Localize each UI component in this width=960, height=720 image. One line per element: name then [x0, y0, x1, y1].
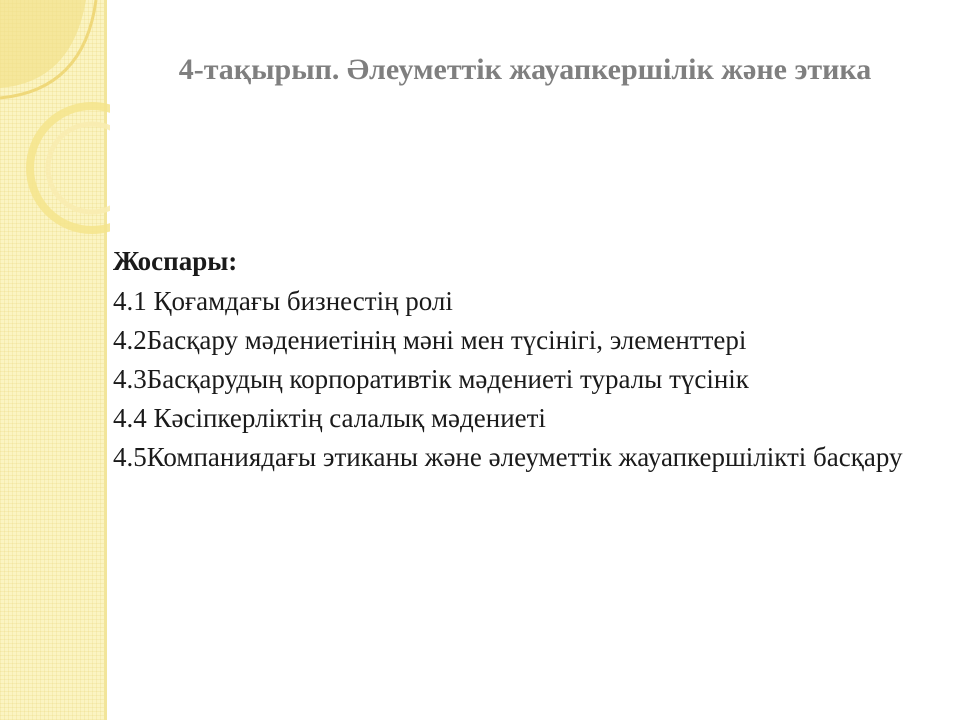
- decorative-circles: [0, 0, 110, 260]
- plan-item-2: 4.2Басқару мәдениетінің мәні мен түсінігі, элементтері: [113, 325, 747, 355]
- slide-title: 4-тақырып. Әлеуметтік жауапкершілік және этика: [178, 53, 872, 86]
- plan-item-1: 4.1 Қоғамдағы бизнестің ролі: [113, 286, 453, 316]
- plan-content: [113, 244, 926, 479]
- plan-item-3: 4.3Басқарудың корпоративтік мәдениеті туралы түсінік: [113, 364, 749, 394]
- plan-item-4: 4.4 Кәсіпкерліктің салалық мәдениеті: [113, 403, 546, 433]
- ring-inner: [48, 124, 110, 212]
- plan-heading: Жоспары:: [113, 246, 238, 276]
- top-arc: [0, 0, 86, 88]
- plan-item-5: 4.5Компаниядағы этиканы және әлеуметтік жауапкершілікті басқару: [113, 442, 903, 472]
